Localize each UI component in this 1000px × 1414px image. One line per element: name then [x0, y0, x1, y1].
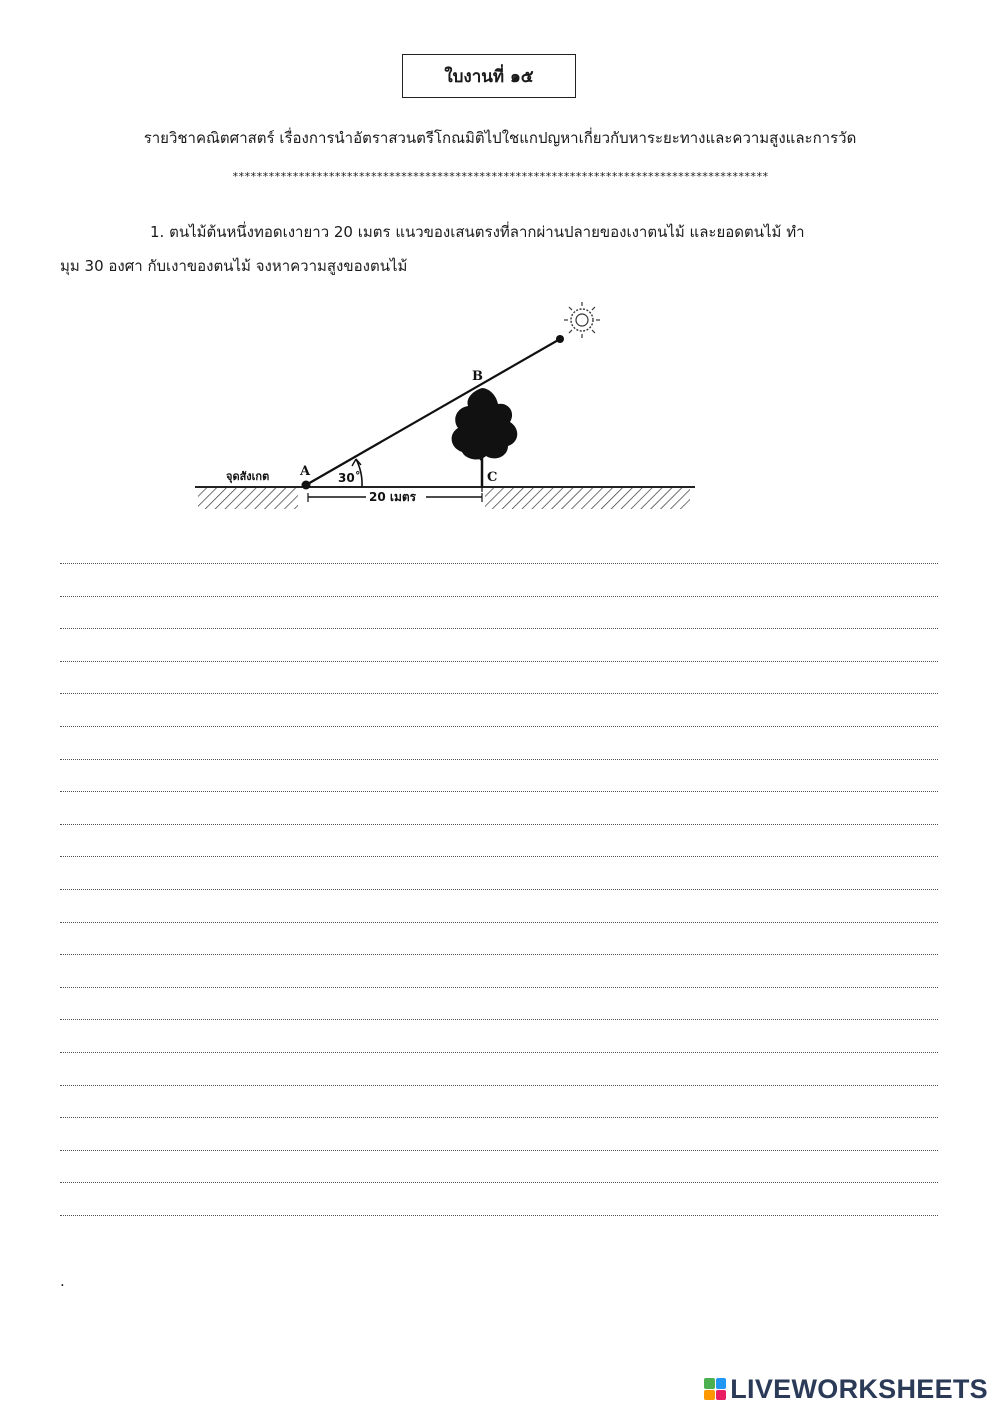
- observer-label: จุดสังเกต: [226, 470, 270, 483]
- worksheet-title-text: ใบงานที่ ๑๕: [444, 66, 534, 87]
- ground-hatch-right: [485, 487, 690, 509]
- answer-line[interactable]: [60, 1150, 938, 1183]
- logo-square: [704, 1390, 715, 1401]
- answer-line[interactable]: [60, 628, 938, 661]
- answer-line[interactable]: [60, 1085, 938, 1118]
- answer-area[interactable]: [60, 563, 938, 1247]
- tree-icon: [452, 388, 518, 486]
- answer-line[interactable]: [60, 954, 938, 987]
- logo-square: [716, 1390, 727, 1401]
- answer-line[interactable]: [60, 791, 938, 824]
- point-b-label: B: [472, 369, 483, 384]
- answer-line[interactable]: [60, 726, 938, 759]
- distance-label: 20 เมตร: [369, 490, 417, 504]
- logo-square: [704, 1378, 715, 1389]
- answer-line[interactable]: [60, 1117, 938, 1150]
- answer-line[interactable]: [60, 987, 938, 1020]
- logo-square: [716, 1378, 727, 1389]
- ground-hatch-left: [198, 487, 298, 509]
- answer-line[interactable]: [60, 661, 938, 694]
- answer-line[interactable]: [60, 1052, 938, 1085]
- point-a-dot: [302, 481, 311, 490]
- answer-line[interactable]: [60, 759, 938, 792]
- sun-icon: [564, 302, 600, 338]
- answer-line[interactable]: [60, 1019, 938, 1052]
- question-line-1: 1. ตนไม้ต้นหนึ่งทอดเงายาว 20 เมตร แนวของเสนตรงที่ลากผ่านปลายของเงาตนไม้ และยอดตนไม้ ทำ: [150, 223, 805, 241]
- answer-line[interactable]: [60, 563, 938, 596]
- answer-line[interactable]: [60, 922, 938, 955]
- trailing-period: .: [60, 1272, 65, 1290]
- answer-line[interactable]: [60, 1215, 938, 1248]
- liveworksheets-logo: [704, 1374, 988, 1404]
- subject-line: รายวิชาคณิตศาสตร์ เรื่องการนำอัตราสวนตรีโกณมิติไปใชแกปญหาเกี่ยวกับหาระยะทางและความสูงและการวัด: [143, 129, 857, 147]
- worksheet-title: [402, 54, 576, 98]
- answer-line[interactable]: [60, 856, 938, 889]
- line-end-dot: [556, 335, 564, 343]
- answer-line[interactable]: [60, 889, 938, 922]
- tree-shadow-diagram: [190, 296, 700, 516]
- point-c-label: C: [487, 470, 498, 485]
- point-a-label: A: [300, 464, 311, 479]
- answer-line[interactable]: [60, 1182, 938, 1215]
- question-line-2: มุม 30 องศา กับเงาของตนไม้ จงหาความสูงของตนไม้: [60, 257, 408, 275]
- angle-label: 30˚: [338, 471, 361, 485]
- separator-stars: *****************************************************************************************: [231, 170, 768, 183]
- answer-line[interactable]: [60, 596, 938, 629]
- answer-line[interactable]: [60, 693, 938, 726]
- liveworksheets-icon: [704, 1378, 726, 1400]
- sight-line: [306, 339, 560, 485]
- answer-line[interactable]: [60, 824, 938, 857]
- liveworksheets-text: LIVEWORKSHEETS: [730, 1373, 988, 1404]
- angle-arrow: [352, 459, 361, 466]
